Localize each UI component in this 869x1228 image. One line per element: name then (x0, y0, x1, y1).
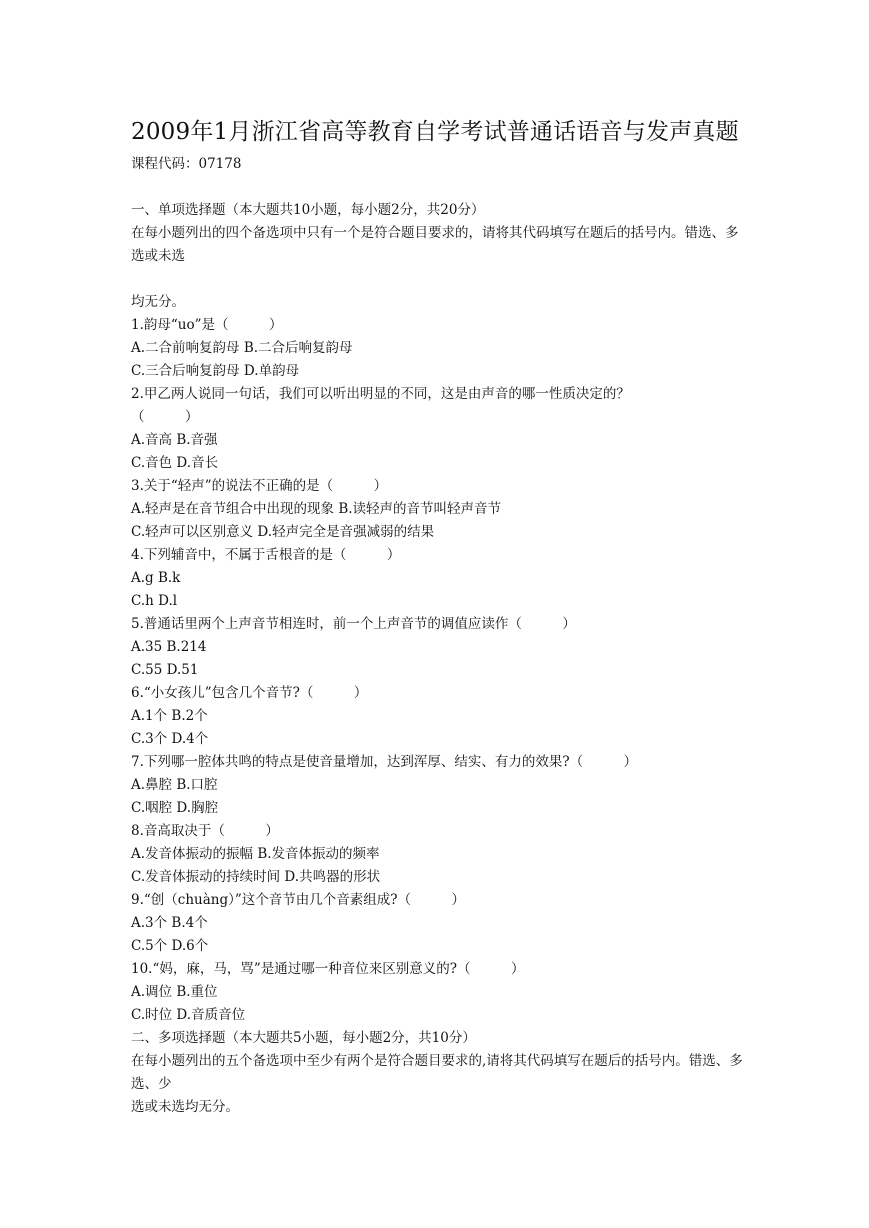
question-stem: 3.关于“轻声”的说法不正确的是（ ） (131, 478, 388, 494)
question-stem: 2.甲乙两人说同一句话，我们可以听出明显的不同，这是由声音的哪一性质决定的？ (131, 386, 630, 402)
question-options: C.三合后响复韵母 D.单韵母 (131, 363, 300, 379)
document-page (131, 115, 746, 1119)
section1-instruction: 在每小题列出的四个备选项中只有一个是符合题目要求的，请将其代码填写在题后的括号内。错选、多选或未选 (131, 225, 739, 264)
question-options: A.调位 B.重位 (131, 984, 218, 1000)
question-stem: 5.普通话里两个上声音节相连时，前一个上声音节的调值应读作（ ） (131, 616, 576, 632)
question-options: A.轻声是在音节组合中出现的现象 B.读轻声的音节叫轻声音节 (131, 501, 502, 517)
question-6 (131, 682, 746, 751)
question-options: C.h D.l (131, 593, 178, 609)
question-options: C.发音体振动的持续时间 D.共鸣器的形状 (131, 869, 381, 885)
question-options: C.5个 D.6个 (131, 938, 209, 954)
question-8 (131, 820, 746, 889)
section2-instruction: 在每小题列出的五个备选项中至少有两个是符合题目要求的,请将其代码填写在题后的括号内。错选、多选、少 (131, 1053, 743, 1092)
section1-instruction-end: 均无分。 (131, 294, 185, 310)
question-options: A.发音体振动的振幅 B.发音体振动的频率 (131, 846, 380, 862)
blank-line (131, 268, 746, 291)
blank-line (131, 176, 746, 199)
section2-instruction-end: 选或未选均无分。 (131, 1099, 239, 1115)
question-options: A.g B.k (131, 570, 181, 586)
question-stem: 4.下列辅音中，不属于舌根音的是（ ） (131, 547, 401, 563)
question-7 (131, 751, 746, 820)
question-options: C.55 D.51 (131, 662, 199, 678)
question-options: C.时位 D.音质音位 (131, 1007, 246, 1023)
question-options: C.轻声可以区别意义 D.轻声完全是音强减弱的结果 (131, 524, 435, 540)
question-4 (131, 544, 746, 613)
question-10 (131, 958, 746, 1027)
document-title: 2009年1月浙江省高等教育自学考试普通话语音与发声真题 (131, 119, 739, 145)
question-options: C.音色 D.音长 (131, 455, 219, 471)
question-options: A.二合前响复韵母 B.二合后响复韵母 (131, 340, 353, 356)
question-stem: 9.“创（chuàng）”这个音节由几个音素组成?（ ） (131, 892, 466, 908)
course-code: 课程代码：07178 (131, 156, 242, 172)
question-options: A.35 B.214 (131, 639, 207, 655)
question-5 (131, 613, 746, 682)
question-stem: 1.韵母“uo”是（ ） (131, 317, 283, 333)
question-stem: 8.音高取决于（ ） (131, 823, 279, 839)
question-options: A.3个 B.4个 (131, 915, 208, 931)
question-options: A.鼻腔 B.口腔 (131, 777, 218, 793)
question-9 (131, 889, 746, 958)
question-options: C.3个 D.4个 (131, 731, 209, 747)
question-stem: 10.“妈，麻，马，骂”是通过哪一种音位来区别意义的?（ ） (131, 961, 525, 977)
question-stem-continued: （ ） (131, 409, 199, 425)
question-1 (131, 314, 746, 383)
question-stem: 7.下列哪一腔体共鸣的特点是使音量增加，达到浑厚、结实、有力的效果?（ ） (131, 754, 638, 770)
section1-heading: 一、单项选择题（本大题共10小题，每小题2分，共20分） (131, 202, 485, 218)
question-options: A.音高 B.音强 (131, 432, 218, 448)
question-3 (131, 475, 746, 544)
question-stem: 6.“小女孩儿”包含几个音节?（ ） (131, 685, 368, 701)
question-options: A.1个 B.2个 (131, 708, 208, 724)
question-options: C.咽腔 D.胸腔 (131, 800, 219, 816)
question-2 (131, 383, 746, 475)
section2-heading: 二、多项选择题（本大题共5小题，每小题2分，共10分） (131, 1030, 476, 1046)
